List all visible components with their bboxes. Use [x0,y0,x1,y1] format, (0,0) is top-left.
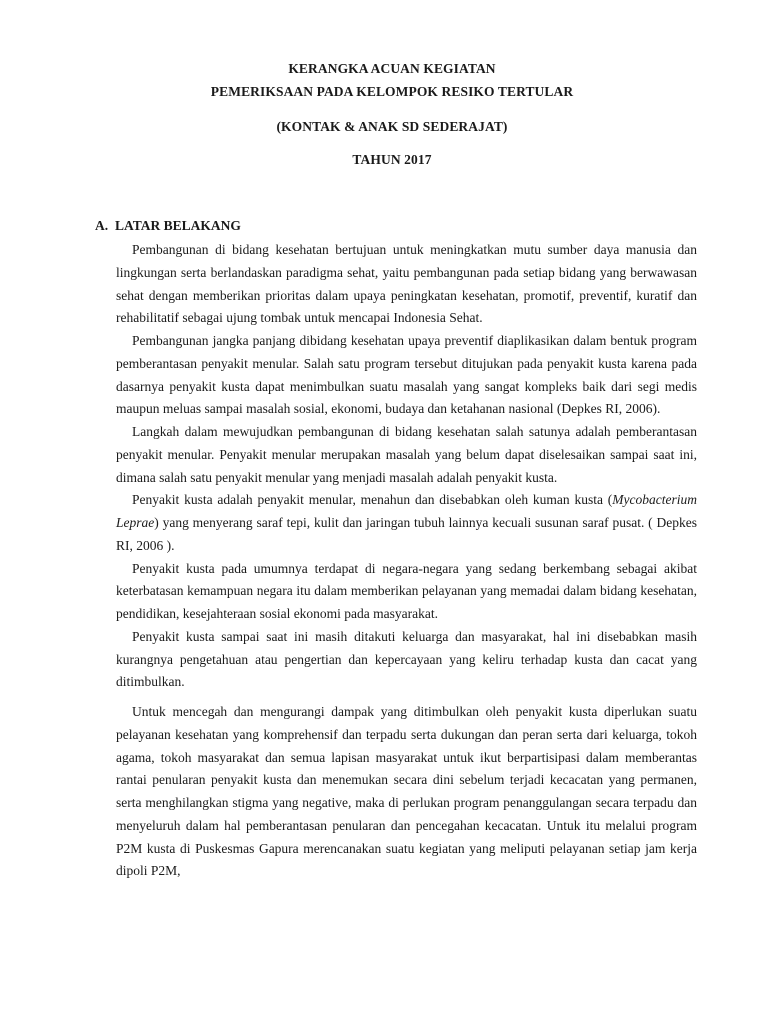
paragraph-4-text-end: ) yang menyerang saraf tepi, kulit dan jaringan tubuh lainnya kecuali susunan saraf pusat. ( Depkes RI, 2006 ). [116,515,697,553]
paragraph-6: Penyakit kusta sampai saat ini masih ditakuti keluarga dan masyarakat, hal ini disebabkan masih kurangnya pengetahuan atau pengertian dan kepercayaan yang keliru terhadap kusta dan cacat yang ditimbulkan. [116,628,697,690]
section-heading [95,218,241,234]
paragraph-3: Langkah dalam mewujudkan pembangunan di bidang kesehatan salah satunya adalah pemberantasan penyakit menular. Penyakit menular merupakan masalah yang belum dapat diselesaikan sampai saat ini, dimana salah satu penyakit menular yang menjadi masalah adalah penyakit kusta. [116,424,697,485]
paragraph-5: Penyakit kusta pada umumnya terdapat di negara-negara yang sedang berkembang sebagai akibat keterbatasan kemampuan negara itu dalam memberikan pelayanan yang memadai dalam bidang kesehatan, pendidikan, kesejahteraan sosial ekonomi pada masyarakat. [116,560,697,621]
section-number: A. [95,218,109,233]
species-name: Mycobacterium Leprae [116,492,697,530]
paragraph-2: Pembangunan jangka panjang dibidang kesehatan upaya preventif diaplikasikan dalam bentuk program pemberantasan penyakit menular. Salah satu program tersebut ditujukan pada penyakit kusta karena pada dasarnya penyakit kusta dapat menimbulkan suatu masalah yang sangat kompleks baik dari segi medis maupun meluas sampai masalah sosial, ekonomi, budaya dan ketahanan nasional (Depkes RI, 2006). [116,333,697,417]
paragraph-4-text-start: Penyakit kusta adalah penyakit menular, menahun dan disebabkan oleh kuman kusta ( [132,492,613,508]
document-title-line-1: KERANGKA ACUAN KEGIATAN [288,61,496,76]
section-title: LATAR BELAKANG [115,218,241,233]
document-title-line-2: PEMERIKSAAN PADA KELOMPOK RESIKO TERTULAR [210,84,574,99]
paragraph-1: Pembangunan di bidang kesehatan bertujuan untuk meningkatkan mutu sumber daya manusia dan lingkungan serta berlandaskan paradigma sehat, yaitu pembangunan pada setiap bidang yang berwawasan sehat dengan memberikan prioritas dalam upaya peningkatan kesehatan, promotif, preventif, kuratif dan rehabilitatif sebagai ujung tombak untuk mencapai Indonesia Sehat. [116,242,697,326]
document-title-year: TAHUN 2017 [352,152,432,167]
paragraph-7: Untuk mencegah dan mengurangi dampak yang ditimbulkan oleh penyakit kusta diperlukan suatu pelayanan kesehatan yang komprehensif dan terpadu serta dukungan dan peran serta dari keluarga, tokoh agama, tokoh masyarakat dan semua lapisan masyarakat untuk ikut berpartisipasi dalam memberantas rantai penularan penyakit kusta dan menemukan secara dini sebelum terjadi kecacatan yang permanen, serta menghilangkan stigma yang negative, maka di perlukan program penanggulangan secara terpadu dan menyeluruh dalam hal pemberantasan penularan dan pencegahan kecacatan. Untuk itu melalui program P2M kusta di Puskesmas Gapura merencanakan suatu kegiatan yang meliputi pelayanan setiap jam kerja dipoli P2M, [116,704,697,879]
document-title-line-3: (KONTAK & ANAK SD SEDERAJAT) [276,119,508,134]
section-body [116,239,697,883]
paragraph-4 [116,489,697,557]
